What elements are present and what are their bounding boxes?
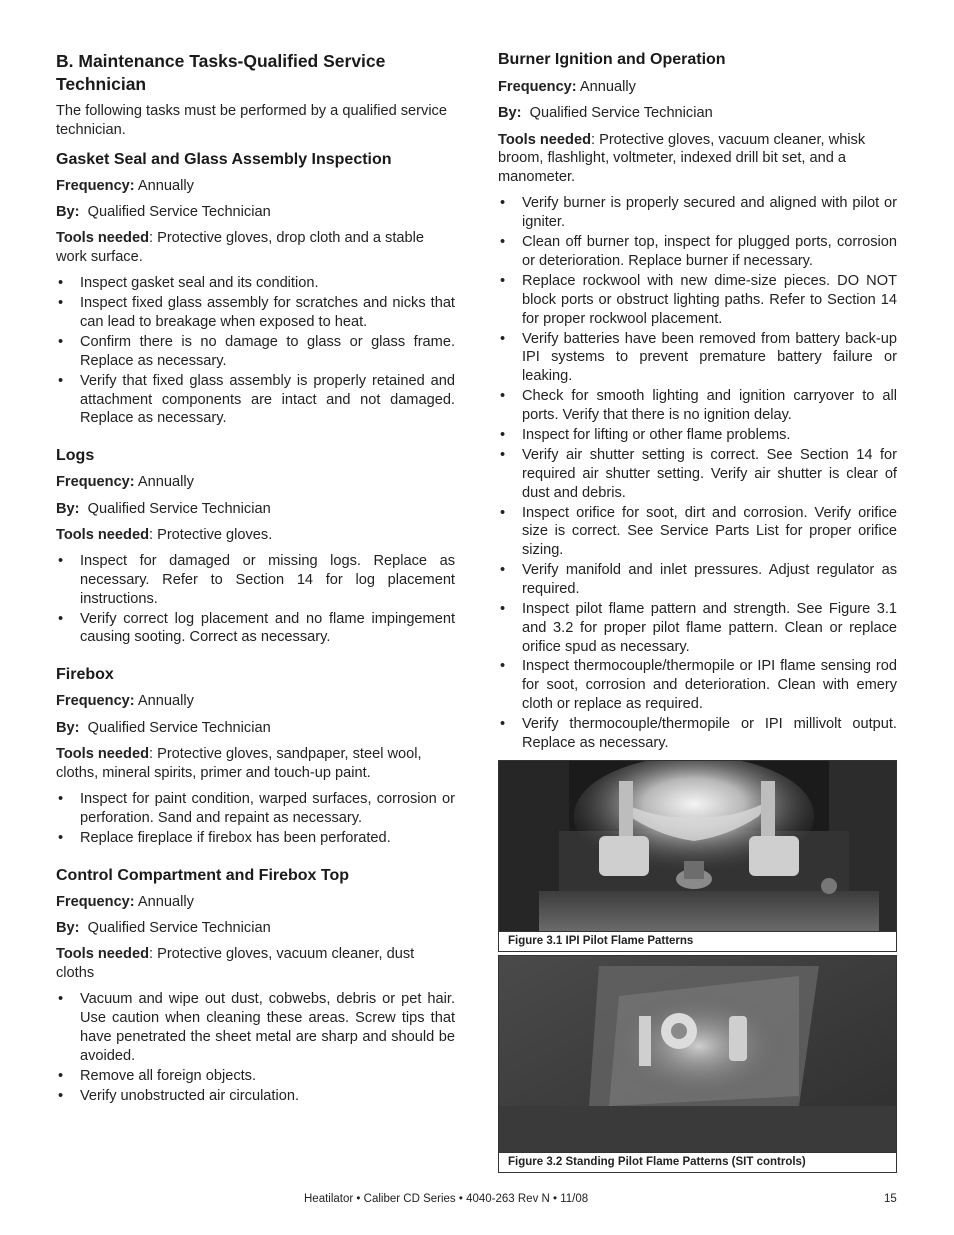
list-item: • Inspect orifice for soot, dirt and corrosion. Verify orifice size is correct. See Service Parts List for proper orifice sizing.: [498, 504, 897, 560]
page-number: 15: [884, 1193, 897, 1205]
by-line: By: Qualified Service Technician: [498, 105, 713, 122]
list-item: • Inspect for lifting or other flame problems.: [498, 426, 897, 445]
list-item: • Replace rockwool with new dime-size pieces. DO NOT block ports or obstruct lighting paths. Refer to Section 14 for proper rockwool placement.: [498, 272, 897, 328]
bullet-list: [56, 274, 455, 428]
bullet-list: [56, 790, 455, 848]
list-item: • Vacuum and wipe out dust, cobwebs, debris or pet hair. Use caution when cleaning these areas. Screw tips that have penetrated the sheet metal are sharp and should be avoided.: [56, 990, 455, 1065]
section-heading: B. Maintenance Tasks-Qualified Service Technician: [56, 51, 386, 94]
frequency-line: Frequency: Annually: [56, 893, 194, 910]
list-item: • Check for smooth lighting and ignition carryover to all ports. Verify that there is no ignition delay.: [498, 387, 897, 425]
tools-line: Tools needed: Protective gloves, drop cloth and a stable work surface.: [56, 230, 424, 265]
list-item: • Inspect thermocouple/thermopile or IPI flame sensing rod for soot, corrosion and deterioration. Clean with emery cloth or replace as required.: [498, 657, 897, 713]
figure-ipi-pilot: [498, 760, 897, 952]
tools-line: Tools needed: Protective gloves.: [56, 526, 273, 543]
right-column: [498, 50, 897, 754]
section-title: Control Compartment and Firebox Top: [56, 866, 350, 884]
left-column: [56, 50, 455, 1107]
section-logs: [56, 446, 455, 647]
bullet-list: [56, 990, 455, 1105]
bullet-list: [56, 552, 455, 647]
section-title: Burner Ignition and Operation: [498, 51, 726, 68]
list-item: • Verify unobstructed air circulation.: [56, 1087, 455, 1106]
section-title: Firebox: [56, 666, 114, 684]
list-item: • Verify thermocouple/thermopile or IPI millivolt output. Replace as necessary.: [498, 715, 897, 753]
list-item: • Verify burner is properly secured and aligned with pilot or igniter.: [498, 194, 897, 232]
list-item: • Verify batteries have been removed from battery back-up IPI systems to prevent premature battery failure or leaking.: [498, 330, 897, 386]
tools-line: Tools needed: Protective gloves, vacuum cleaner, whisk broom, flashlight, voltmeter, indexed drill bit set, and a manometer.: [498, 131, 866, 186]
list-item: • Verify air shutter setting is correct. See Section 14 for required air shutter setting. Verify air shutter is clear of dust and debris.: [498, 446, 897, 502]
section-title: Gasket Seal and Glass Assembly Inspection: [56, 150, 392, 168]
tools-line: Tools needed: Protective gloves, sandpaper, steel wool, cloths, mineral spirits, primer and touch-up paint.: [56, 745, 422, 781]
frequency-line: Frequency: Annually: [56, 474, 194, 491]
list-item: • Verify manifold and inlet pressures. Adjust regulator as required.: [498, 561, 897, 599]
frequency-line: Frequency: Annually: [56, 177, 194, 194]
tools-line: Tools needed: Protective gloves, vacuum cleaner, dust cloths: [56, 946, 415, 981]
by-line: By: Qualified Service Technician: [56, 500, 271, 517]
list-item: • Confirm there is no damage to glass or glass frame. Replace as necessary.: [56, 333, 455, 371]
bullet-list: [498, 194, 897, 752]
footer-doc-info: Heatilator • Caliber CD Series • 4040-263 Rev N • 11/08: [304, 1193, 589, 1205]
list-item: • Clean off burner top, inspect for plugged ports, corrosion or deterioration. Replace burner if necessary.: [498, 233, 897, 271]
list-item: • Inspect fixed glass assembly for scratches and nicks that can lead to breakage when exposed to heat.: [56, 294, 455, 332]
list-item: • Inspect for paint condition, warped surfaces, corrosion or perforation. Sand and repaint as necessary.: [56, 790, 455, 828]
figure-standing-pilot: [498, 955, 897, 1173]
list-item: • Verify that fixed glass assembly is properly retained and attachment components are intact and not damaged. Replace as necessary.: [56, 372, 455, 428]
list-item: • Inspect for damaged or missing logs. Replace as necessary. Refer to Section 14 for log placement instructions.: [56, 552, 455, 608]
by-line: By: Qualified Service Technician: [56, 719, 271, 736]
list-item: • Inspect pilot flame pattern and strength. See Figure 3.1 and 3.2 for proper pilot flame pattern. Clean or replace orifice spud as necessary.: [498, 600, 897, 656]
list-item: • Remove all foreign objects.: [56, 1067, 455, 1086]
figure-caption: Figure 3.1 IPI Pilot Flame Patterns: [499, 931, 896, 951]
frequency-line: Frequency: Annually: [56, 693, 194, 710]
by-line: By: Qualified Service Technician: [56, 203, 271, 220]
section-firebox: [56, 665, 455, 847]
figure-caption: Figure 3.2 Standing Pilot Flame Patterns (SIT controls): [499, 1152, 896, 1172]
list-item: • Replace fireplace if firebox has been perforated.: [56, 829, 455, 848]
list-item: • Inspect gasket seal and its condition.: [56, 274, 455, 293]
section-title: Logs: [56, 447, 95, 465]
section-control-compartment: [56, 866, 455, 1106]
section-gasket: [56, 150, 455, 429]
intro-text: The following tasks must be performed by a qualified service technician.: [56, 103, 447, 138]
standing-pilot-flame-photo: [499, 956, 896, 1152]
ipi-pilot-flame-photo: [499, 761, 896, 931]
frequency-line: Frequency: Annually: [498, 79, 636, 95]
by-line: By: Qualified Service Technician: [56, 919, 271, 936]
list-item: • Verify correct log placement and no flame impingement causing sooting. Correct as necessary.: [56, 610, 455, 648]
